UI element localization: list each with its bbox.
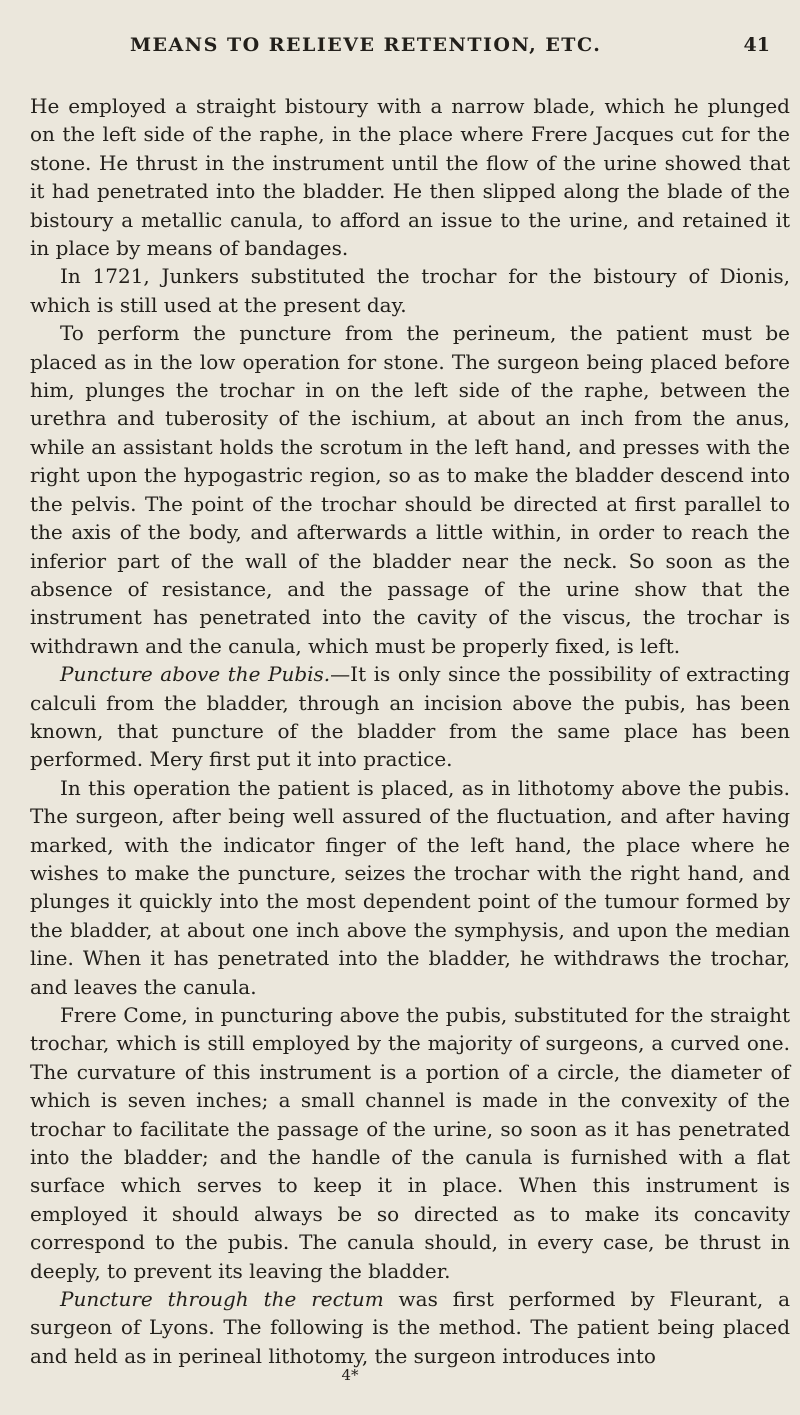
paragraph: Puncture through the rectum was first performed by Fleurant, a surgeon of Lyons. The following is the method. The patient being placed and held as in perineal lithotomy, the surgeon introduces into	[30, 1287, 790, 1368]
section-heading: Puncture above the Pubis.	[60, 662, 331, 687]
paragraph: He employed a straight bistoury with a narrow blade, which he plunged on the left side of the raphe, in the place where Frere Jacques cut for the stone. He thrust in the instrument until the flow of the urine showed that it had penetrated into the bladder. He then slipped along the blade of the bistoury a metallic canula, to afford an issue to the urine, and retained it in place by means of bandages.	[30, 94, 790, 261]
paragraph: Frere Come, in puncturing above the pubis, substituted for the straight trochar, which is still employed by the majority of surgeons, a curved one. The curvature of this instrument is a portion of a circle, the diameter of which is seven inches; a small channel is made in the convexity of the trochar to facilitate the passage of the urine, so soon as it has penetrated into the bladder; and the handle of the canula is furnished with a flat surface which serves to keep it in place. When this instrument is employed it should always be so directed as to make its concavity correspond to the pubis. The canula should, in every case, be thrust in deeply, to prevent its leaving the bladder.	[30, 1003, 790, 1283]
body-text	[30, 92, 790, 1370]
section-heading: Puncture through the rectum	[60, 1287, 384, 1312]
paragraph: In this operation the patient is placed, as in lithotomy above the pubis. The surgeon, after being well assured of the fluctuation, and after having marked, with the indicator finger of the left hand, the place where he wishes to make the puncture, seizes the trochar with the right hand, and plunges it quickly into the most dependent point of the tumour formed by the bladder, at about one inch above the symphysis, and upon the median line. When it has penetrated into the bladder, he withdraws the trochar, and leaves the canula.	[30, 775, 790, 999]
running-title: MEANS TO RELIEVE RETENTION, ETC.	[130, 34, 602, 56]
page-number: 41	[743, 34, 770, 56]
paragraph: In 1721, Junkers substituted the trochar for the bistoury of Dionis, which is still used at the present day.	[30, 264, 790, 317]
page-header	[30, 22, 790, 66]
book-page	[30, 22, 790, 1384]
paragraph: To perform the puncture from the perineum, the patient must be placed as in the low operation for stone. The surgeon being placed before him, plunges the trochar in on the left side of the raphe, between the urethra and tuberosity of the ischium, at about an inch from the anus, while an assistant holds the scrotum in the left hand, and presses with the right upon the hypogastric region, so as to make the bladder descend into the pelvis. The point of the trochar should be directed at first parallel to the axis of the body, and afterwards a little within, in order to reach the inferior part of the wall of the bladder near the neck. So soon as the absence of resistance, and the passage of the urine show that the instrument has penetrated into the cavity of the viscus, the trochar is withdrawn and the canula, which must be properly fixed, is left.	[30, 321, 790, 658]
signature-mark: 4*	[341, 1366, 359, 1385]
paragraph: Puncture above the Pubis.—It is only since the possibility of extracting calculi from the bladder, through an incision above the pubis, has been known, that puncture of the bladder from the same place has been performed. Mery first put it into practice.	[30, 662, 790, 772]
